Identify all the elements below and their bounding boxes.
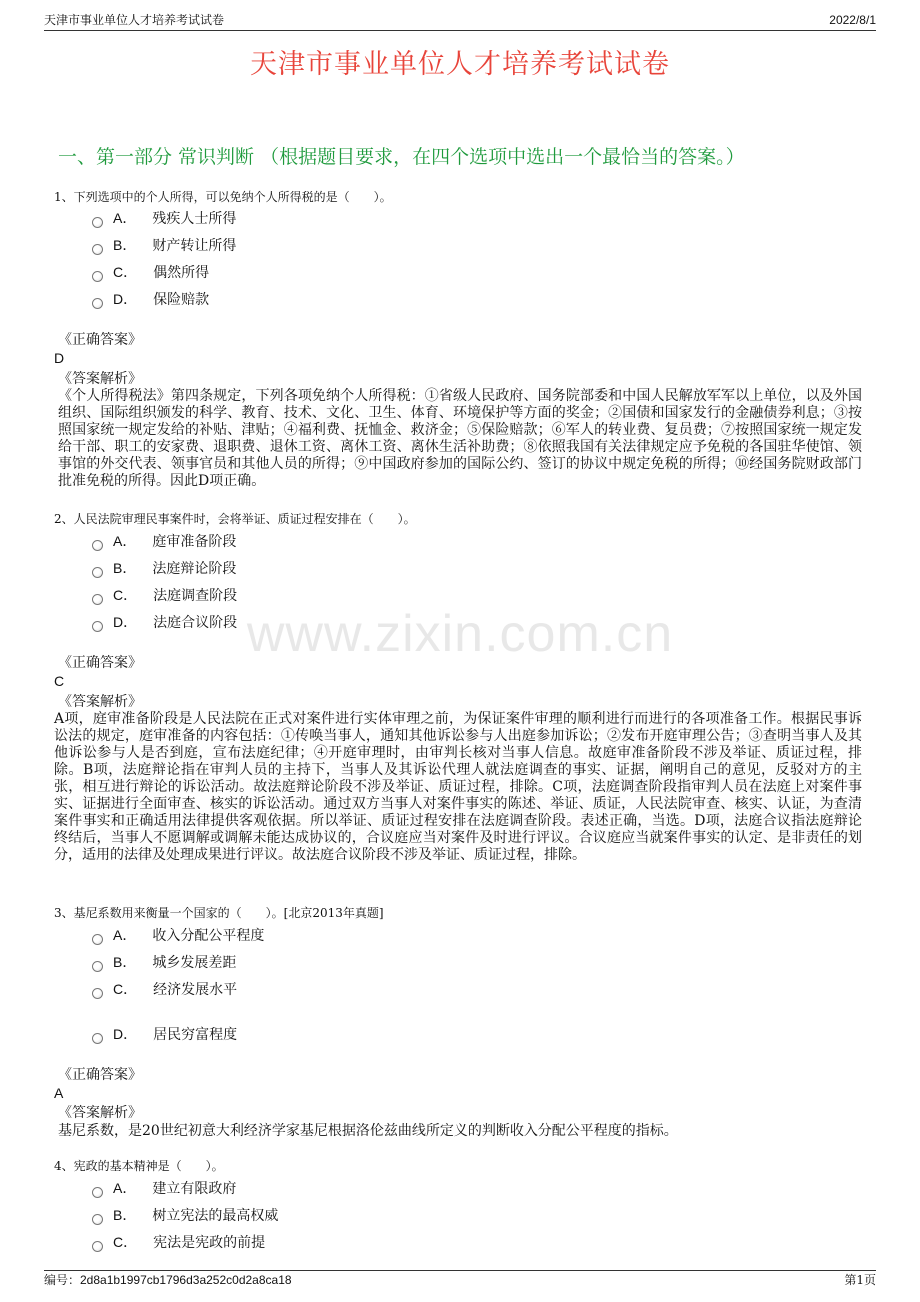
question-2-analysis: A项，庭审准备阶段是人民法院在正式对案件进行实体审理之前，为保证案件审理的顺利进行而进行的各项准备工作。根据民事诉讼法的规定，庭审准备的内容包括：①传唤当事人，通知其他诉讼参与人出庭参加诉讼；②发布开庭审理公告；③查明当事人及其他诉讼参与人是否到庭，宣布法庭纪律；④开庭审理时，由审判长核对当事人信息。故庭审准备阶段不涉及举证、质证过程，排除。B项，法庭辩论指在审判人员的主持下，当事人及其诉讼代理人就法庭调查的事实、证据，阐明自己的意见，反驳对方的主张，相互进行辩论的诉讼活动。故法庭辩论阶段不涉及举证、质证过程，排除。C项，法庭调查阶段指审判人员在法庭上对案件事实、证据进行全面审查、核实的诉讼活动。通过双方当事人对案件事实的陈述、举证、质证，人民法院审查、核实、认证，为查清案件事实和正确适用法律提供客观依据。所以举证、质证过程安排在法庭调查阶段。表述正确，当选。D项，法庭合议指法庭辩论终结后，当事人不愿调解或调解未能达成协议的，合议庭应当对案件及时进行评议。合议庭应当就案件事实的认定、是非责任的划分，适用的法律及处理成果进行评议。故法庭合议阶段不涉及举证、质证过程，排除。 <box>54 711 862 863</box>
radio-icon[interactable] <box>92 1214 103 1225</box>
page-number: 第1页 <box>844 1273 876 1287</box>
document-title: 天津市事业单位人才培养考试试卷 <box>250 49 670 80</box>
answer-label: 《正确答案》 <box>58 655 142 671</box>
document-id: 编号：2d8a1b1997cb1796d3a252c0d2a8ca18 <box>44 1273 292 1287</box>
radio-icon[interactable] <box>92 271 103 282</box>
question-1-option-d[interactable]: D． 保险赔款 <box>92 290 209 309</box>
radio-icon[interactable] <box>92 961 103 972</box>
watermark: www.zixin.com.cn <box>246 605 674 663</box>
analysis-label: 《答案解析》 <box>58 1105 142 1121</box>
section-heading: 一、第一部分 常识判断 （根据题目要求，在四个选项中选出一个最恰当的答案。） <box>58 146 745 168</box>
answer-label: 《正确答案》 <box>58 1067 142 1083</box>
question-4-option-c[interactable]: C． 宪法是宪政的前提 <box>92 1233 265 1252</box>
radio-icon[interactable] <box>92 540 103 551</box>
question-1-option-a[interactable]: A． 残疾人士所得 <box>92 209 236 228</box>
radio-icon[interactable] <box>92 934 103 945</box>
question-3-answer: A <box>54 1085 64 1101</box>
question-2-option-b[interactable]: B． 法庭辩论阶段 <box>92 559 236 578</box>
question-1-option-b[interactable]: B． 财产转让所得 <box>92 236 236 255</box>
question-1-answer: D <box>54 350 65 366</box>
question-3-option-b[interactable]: B． 城乡发展差距 <box>92 953 236 972</box>
radio-icon[interactable] <box>92 567 103 578</box>
page-header <box>44 12 876 31</box>
radio-icon[interactable] <box>92 594 103 605</box>
question-4-option-b[interactable]: B． 树立宪法的最高权威 <box>92 1206 278 1225</box>
question-3-analysis: 基尼系数，是20世纪初意大利经济学家基尼根据洛伦兹曲线所定义的判断收入分配公平程度的指标。 <box>58 1123 678 1139</box>
question-4-stem: 4、宪政的基本精神是（ ）。 <box>54 1159 224 1173</box>
question-2-answer: C <box>54 673 65 689</box>
question-1-stem: 1、下列选项中的个人所得，可以免纳个人所得税的是（ ）。 <box>54 190 392 204</box>
question-2-stem: 2、人民法院审理民事案件时，会将举证、质证过程安排在（ ）。 <box>54 512 416 526</box>
radio-icon[interactable] <box>92 988 103 999</box>
question-3-option-a[interactable]: A． 收入分配公平程度 <box>92 926 264 945</box>
question-3-stem: 3、基尼系数用来衡量一个国家的（ ）。[北京2013年真题] <box>54 906 384 920</box>
question-3-option-d[interactable]: D． 居民穷富程度 <box>92 1025 237 1044</box>
question-2-option-c[interactable]: C． 法庭调查阶段 <box>92 586 237 605</box>
radio-icon[interactable] <box>92 244 103 255</box>
radio-icon[interactable] <box>92 1187 103 1198</box>
question-2-option-a[interactable]: A． 庭审准备阶段 <box>92 532 236 551</box>
radio-icon[interactable] <box>92 217 103 228</box>
question-2-option-d[interactable]: D． 法庭合议阶段 <box>92 613 237 632</box>
question-4-option-a[interactable]: A． 建立有限政府 <box>92 1179 236 1198</box>
analysis-label: 《答案解析》 <box>58 694 142 710</box>
radio-icon[interactable] <box>92 621 103 632</box>
answer-label: 《正确答案》 <box>58 332 142 348</box>
question-3-option-c[interactable]: C． 经济发展水平 <box>92 980 237 999</box>
page-footer <box>44 1270 876 1289</box>
header-title: 天津市事业单位人才培养考试试卷 <box>44 13 225 27</box>
question-1-analysis: 《个人所得税法》第四条规定，下列各项免纳个人所得税：①省级人民政府、国务院部委和中国人民解放军军以上单位，以及外国组织、国际组织颁发的科学、教育、技术、文化、卫生、体育、环境保护等方面的奖金；②国债和国家发行的金融债券利息；③按照国家统一规定发给的补贴、津贴；④福利费、抚恤金、救济金；⑤保险赔款；⑥军人的转业费、复员费；⑦按照国家统一规定发给干部、职工的安家费、退职费、退休工资、离休工资、离休生活补助费；⑧依照我国有关法律规定应予免税的各国驻华使馆、领事馆的外交代表、领事官员和其他人员的所得；⑨中国政府参加的国际公约、签订的协议中规定免税的所得；⑩经国务院财政部门批准免税的所得。因此D项正确。 <box>58 388 862 489</box>
radio-icon[interactable] <box>92 1033 103 1044</box>
radio-icon[interactable] <box>92 298 103 309</box>
radio-icon[interactable] <box>92 1241 103 1252</box>
analysis-label: 《答案解析》 <box>58 371 142 387</box>
header-date: 2022/8/1 <box>829 13 876 27</box>
question-1-option-c[interactable]: C． 偶然所得 <box>92 263 209 282</box>
